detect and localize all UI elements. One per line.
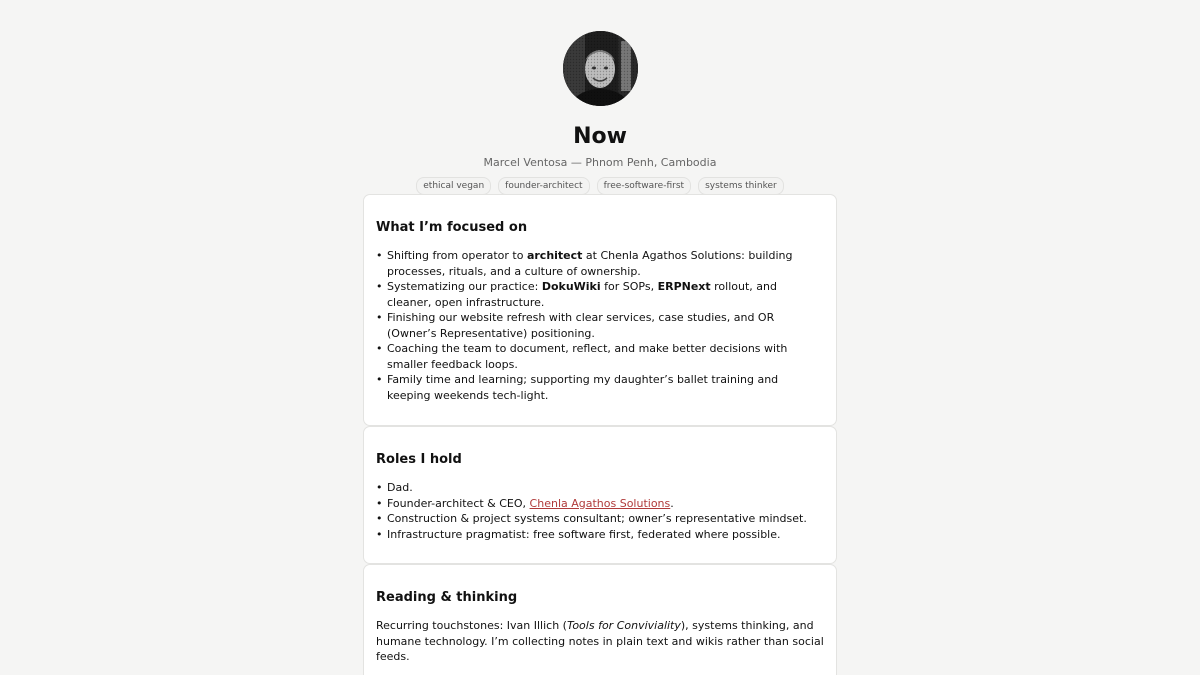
item-text: Shifting from operator to [387,249,527,262]
tag: ethical vegan [416,177,491,195]
item-emphasis: architect [526,249,583,262]
avatar [563,31,638,106]
item-text: . [670,496,674,510]
reading-paragraph [376,618,824,665]
item-text: Infrastructure pragmatist: free software first, federated where possible. [387,527,781,541]
page-title: Now [573,124,627,149]
item-text: Finishing our website refresh with clear services, case studies, and OR (Owner’s Representative) positioning. [387,311,775,340]
list-item [376,511,824,527]
book-title: Tools for Conviviality [566,619,681,632]
item-emphasis: ERPNext [657,280,711,293]
list-item [376,248,824,279]
item-text: Systematizing our practice: [387,280,542,293]
item-text: Family time and learning; supporting my daughter’s ballet training and keeping weekends tech-light. [387,373,779,402]
company-link[interactable]: Chenla Agathos Solutions [529,496,671,510]
tag: founder-architect [498,177,589,195]
list-item [376,279,824,310]
page-subtitle: Marcel Ventosa — Phnom Penh, Cambodia [483,156,717,169]
item-text: Coaching the team to document, reflect, and make better decisions with smaller feedback loops. [387,342,788,371]
focus-list [376,248,824,403]
item-text: Construction & project systems consultant; owner’s representative mindset. [387,512,807,525]
item-text: for SOPs, [600,280,658,293]
focus-heading: What I’m focused on [376,220,528,235]
roles-heading: Roles I hold [376,452,462,467]
roles-list [376,480,824,542]
tag: systems thinker [698,177,784,195]
item-text: rollout, and cleaner, open infrastructure. [387,280,777,309]
focus-card [363,194,837,426]
list-item [376,310,824,341]
item-text: at Chenla Agathos Solutions: building processes, rituals, and a culture of ownership. [387,249,793,278]
list-item [376,341,824,372]
paragraph-text: Recurring touchstones: Ivan Illich ( [376,619,567,632]
list-item [376,480,824,496]
list-item [376,372,824,403]
tag: free-software-first [597,177,691,195]
item-text: Founder-architect & CEO, [387,496,530,510]
list-item [376,496,824,512]
reading-card [363,564,837,675]
reading-heading: Reading & thinking [376,590,518,605]
list-item [376,527,824,543]
tag-list [0,177,1200,195]
paragraph-text: ), systems thinking, and humane technology. I’m collecting notes in plain text and wikis rather than social feeds. [376,619,824,663]
item-text: Dad. [387,481,413,494]
item-emphasis: DokuWiki [541,280,601,293]
roles-card [363,426,837,564]
